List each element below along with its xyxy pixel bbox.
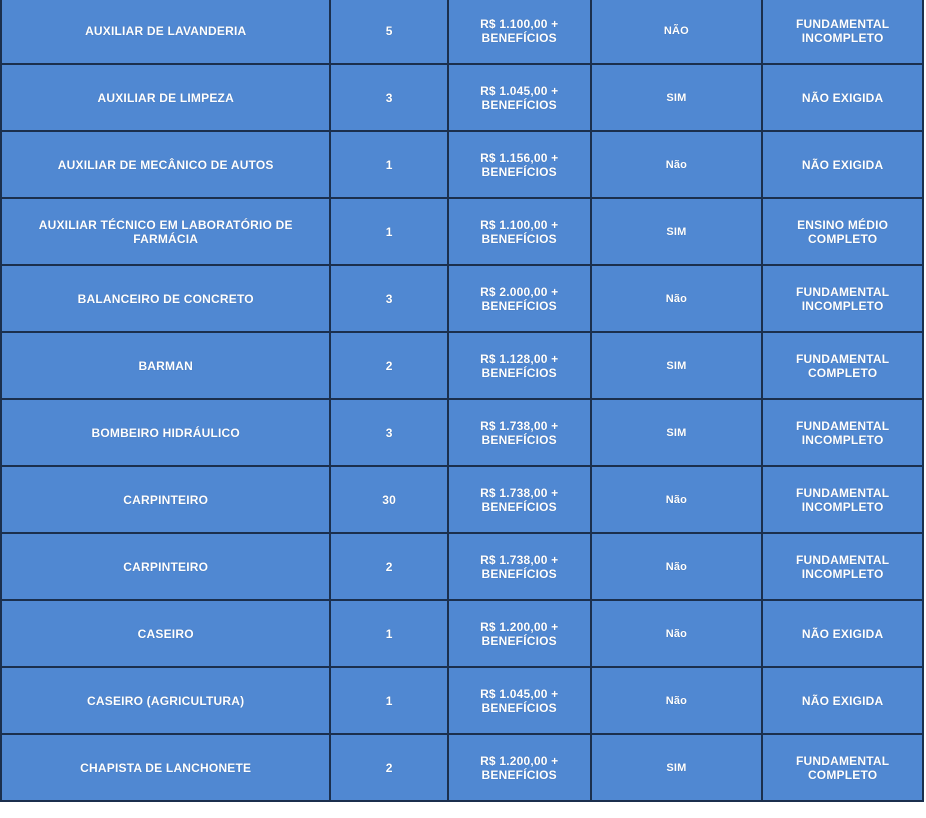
education-line-1: FUNDAMENTAL bbox=[795, 16, 890, 31]
salary-cell bbox=[448, 198, 591, 265]
education-line-2: INCOMPLETO bbox=[801, 298, 884, 313]
license-cell: Não bbox=[591, 667, 763, 734]
salary-cell bbox=[448, 0, 591, 64]
salary-value: R$ 1.200,00 + bbox=[480, 753, 559, 768]
salary-value: R$ 2.000,00 + bbox=[480, 284, 559, 299]
salary-value: R$ 1.045,00 + bbox=[480, 83, 559, 98]
vacancies-cell: 2 bbox=[330, 332, 448, 399]
education-line-2: INCOMPLETO bbox=[801, 566, 884, 581]
salary-cell bbox=[448, 399, 591, 466]
job-title-cell: AUXILIAR DE LAVANDERIA bbox=[1, 0, 330, 64]
education-cell bbox=[762, 466, 923, 533]
table-row bbox=[1, 265, 923, 332]
job-title-cell: AUXILIAR DE LIMPEZA bbox=[1, 64, 330, 131]
vacancies-cell: 5 bbox=[330, 0, 448, 64]
education-cell bbox=[762, 0, 923, 64]
education-line-1: FUNDAMENTAL bbox=[795, 552, 890, 567]
education-line-2: COMPLETO bbox=[807, 365, 878, 380]
education-line-1: NÃO EXIGIDA bbox=[801, 90, 884, 105]
benefits-label: BENEFÍCIOS bbox=[481, 633, 557, 648]
education-line-1: FUNDAMENTAL bbox=[795, 284, 890, 299]
vacancies-cell: 1 bbox=[330, 600, 448, 667]
license-cell: Não bbox=[591, 600, 763, 667]
job-title-cell: BOMBEIRO HIDRÁULICO bbox=[1, 399, 330, 466]
education-line-2: COMPLETO bbox=[807, 231, 878, 246]
vacancies-cell: 3 bbox=[330, 64, 448, 131]
education-cell bbox=[762, 533, 923, 600]
salary-cell bbox=[448, 734, 591, 801]
table-row bbox=[1, 399, 923, 466]
salary-value: R$ 1.128,00 + bbox=[480, 351, 559, 366]
vacancies-cell: 2 bbox=[330, 533, 448, 600]
benefits-label: BENEFÍCIOS bbox=[481, 298, 557, 313]
table-row bbox=[1, 600, 923, 667]
education-line-1: FUNDAMENTAL bbox=[795, 418, 890, 433]
benefits-label: BENEFÍCIOS bbox=[481, 231, 557, 246]
salary-value: R$ 1.200,00 + bbox=[480, 619, 559, 634]
table-row bbox=[1, 64, 923, 131]
license-cell: Não bbox=[591, 466, 763, 533]
benefits-label: BENEFÍCIOS bbox=[481, 499, 557, 514]
benefits-label: BENEFÍCIOS bbox=[481, 164, 557, 179]
salary-cell bbox=[448, 265, 591, 332]
license-cell: SIM bbox=[591, 399, 763, 466]
benefits-label: BENEFÍCIOS bbox=[481, 700, 557, 715]
salary-cell bbox=[448, 667, 591, 734]
education-line-1: FUNDAMENTAL bbox=[795, 753, 890, 768]
education-line-1: NÃO EXIGIDA bbox=[801, 693, 884, 708]
education-line-1: NÃO EXIGIDA bbox=[801, 626, 884, 641]
job-title-cell: CHAPISTA DE LANCHONETE bbox=[1, 734, 330, 801]
job-title-cell: CASEIRO (AGRICULTURA) bbox=[1, 667, 330, 734]
salary-value: R$ 1.100,00 + bbox=[480, 217, 559, 232]
license-cell: Não bbox=[591, 265, 763, 332]
vacancies-cell: 3 bbox=[330, 399, 448, 466]
vacancies-cell: 1 bbox=[330, 667, 448, 734]
table-row bbox=[1, 667, 923, 734]
license-cell: SIM bbox=[591, 64, 763, 131]
license-cell: SIM bbox=[591, 734, 763, 801]
table-row bbox=[1, 332, 923, 399]
vacancies-cell: 1 bbox=[330, 131, 448, 198]
salary-value: R$ 1.738,00 + bbox=[480, 552, 559, 567]
table-row bbox=[1, 533, 923, 600]
salary-cell bbox=[448, 332, 591, 399]
education-line-2: INCOMPLETO bbox=[801, 432, 884, 447]
salary-cell bbox=[448, 466, 591, 533]
salary-cell bbox=[448, 600, 591, 667]
education-cell bbox=[762, 734, 923, 801]
job-title-cell: BARMAN bbox=[1, 332, 330, 399]
table-row bbox=[1, 734, 923, 801]
vacancies-cell: 3 bbox=[330, 265, 448, 332]
salary-value: R$ 1.156,00 + bbox=[480, 150, 559, 165]
education-line-2: COMPLETO bbox=[807, 767, 878, 782]
education-line-1: ENSINO MÉDIO bbox=[797, 217, 889, 232]
job-title-cell: CASEIRO bbox=[1, 600, 330, 667]
license-cell: Não bbox=[591, 131, 763, 198]
benefits-label: BENEFÍCIOS bbox=[481, 566, 557, 581]
salary-cell bbox=[448, 64, 591, 131]
education-cell bbox=[762, 265, 923, 332]
education-cell bbox=[762, 332, 923, 399]
salary-value: R$ 1.738,00 + bbox=[480, 485, 559, 500]
education-cell bbox=[762, 131, 923, 198]
education-cell bbox=[762, 64, 923, 131]
vacancies-cell: 1 bbox=[330, 198, 448, 265]
vacancies-cell: 30 bbox=[330, 466, 448, 533]
education-cell bbox=[762, 198, 923, 265]
salary-value: R$ 1.045,00 + bbox=[480, 686, 559, 701]
education-line-2: INCOMPLETO bbox=[801, 499, 884, 514]
job-title-cell: CARPINTEIRO bbox=[1, 466, 330, 533]
education-cell bbox=[762, 600, 923, 667]
salary-cell bbox=[448, 533, 591, 600]
education-line-1: FUNDAMENTAL bbox=[795, 485, 890, 500]
benefits-label: BENEFÍCIOS bbox=[481, 767, 557, 782]
benefits-label: BENEFÍCIOS bbox=[481, 432, 557, 447]
job-title-cell: CARPINTEIRO bbox=[1, 533, 330, 600]
job-title-cell: BALANCEIRO DE CONCRETO bbox=[1, 265, 330, 332]
license-cell: SIM bbox=[591, 332, 763, 399]
education-cell bbox=[762, 667, 923, 734]
vacancies-cell: 2 bbox=[330, 734, 448, 801]
license-cell: NÃO bbox=[591, 0, 763, 64]
education-cell bbox=[762, 399, 923, 466]
table-row bbox=[1, 0, 923, 64]
salary-cell bbox=[448, 131, 591, 198]
salary-value: R$ 1.738,00 + bbox=[480, 418, 559, 433]
table-row bbox=[1, 198, 923, 265]
license-cell: SIM bbox=[591, 198, 763, 265]
benefits-label: BENEFÍCIOS bbox=[481, 97, 557, 112]
education-line-1: NÃO EXIGIDA bbox=[801, 157, 884, 172]
job-title-cell: AUXILIAR DE MECÂNICO DE AUTOS bbox=[1, 131, 330, 198]
benefits-label: BENEFÍCIOS bbox=[481, 30, 557, 45]
salary-value: R$ 1.100,00 + bbox=[480, 16, 559, 31]
table-row bbox=[1, 466, 923, 533]
education-line-2: INCOMPLETO bbox=[801, 30, 884, 45]
benefits-label: BENEFÍCIOS bbox=[481, 365, 557, 380]
table-row bbox=[1, 131, 923, 198]
job-title-cell: AUXILIAR TÉCNICO EM LABORATÓRIO DE FARMÁCIA bbox=[1, 198, 330, 265]
license-cell: Não bbox=[591, 533, 763, 600]
education-line-1: FUNDAMENTAL bbox=[795, 351, 890, 366]
